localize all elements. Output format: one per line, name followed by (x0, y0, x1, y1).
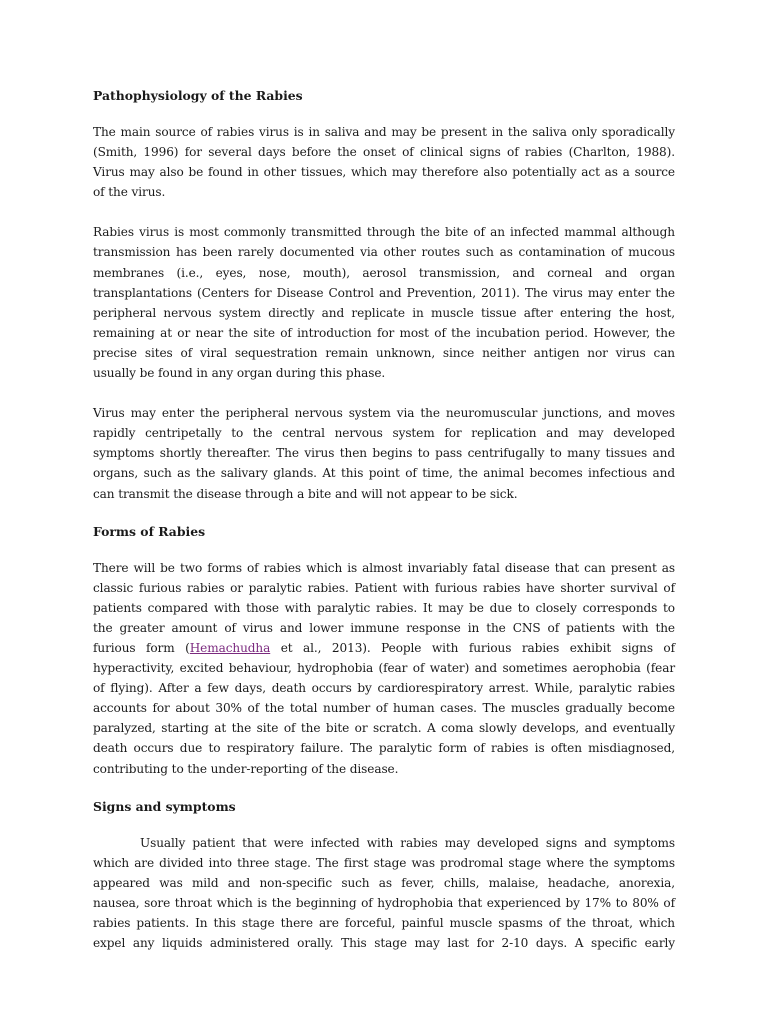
text-line: patients compared with those with paralytic rabies. It may be due to closely corresponds to (93, 600, 675, 615)
text-line: Rabies virus is most commonly transmitted through the bite of an infected mammal although (93, 225, 675, 240)
text-line: (Smith, 1996) for several days before the onset of clinical signs of rabies (Charlton, 1988). (93, 145, 675, 160)
text-line: the greater amount of virus and lower immune response in the CNS of patients with the (93, 620, 675, 635)
text-line: of flying). After a few days, death occurs by cardiorespiratory arrest. While, paralytic rabies (93, 681, 675, 696)
text-line: The main source of rabies virus is in saliva and may be present in the saliva only sporadically (93, 125, 675, 139)
text-line: membranes (i.e., eyes, nose, mouth), aerosol transmission, and corneal and organ (93, 265, 675, 280)
text-fragment: Usually patient that were infected with rabies may developed signs and symptoms (140, 835, 675, 850)
text-line: rapidly centripetally to the central nervous system for replication and may developed (93, 426, 675, 441)
paragraph-transmission (93, 222, 675, 383)
paragraph-saliva-source (93, 122, 675, 202)
text-line: remaining at or near the site of introduction for most of the incubation period. However, the (93, 325, 675, 340)
text-line: death occurs due to respiratory failure. The paralytic form of rabies is often misdiagnosed, (93, 741, 675, 756)
text-line: Virus may enter the peripheral nervous system via the neuromuscular junctions, and moves (93, 406, 675, 421)
text-line: can transmit the disease through a bite and will not appear to be sick. (93, 486, 518, 501)
text-line: usually be found in any organ during this phase. (93, 366, 386, 381)
text-line: contributing to the under-reporting of the disease. (93, 761, 399, 776)
text-line: symptoms shortly thereafter. The virus then begins to pass centrifugally to many tissues and (93, 446, 675, 461)
text-line: rabies patients. In this stage there are forceful, painful muscle spasms of the throat, which (93, 916, 675, 930)
text-line: of the virus. (93, 185, 166, 200)
paragraph-forms (93, 558, 675, 779)
text-line: There will be two forms of rabies which is almost invariably fatal disease that can present as (93, 560, 675, 575)
paragraph-peripheral-nervous-system (93, 403, 675, 503)
text-line: expel any liquids administered orally. This stage may last for 2-10 days. A specific early (93, 936, 675, 951)
text-line: which are divided into three stage. The first stage was prodromal stage where the symptoms (93, 855, 675, 870)
text-fragment: furious form ( (93, 640, 190, 655)
text-line (93, 833, 675, 853)
section-heading-signs-and-symptoms: Signs and symptoms (93, 798, 236, 814)
paragraph-signs-symptoms (93, 833, 675, 954)
document-page (93, 86, 675, 953)
text-line: transmission has been rarely documented via other routes such as contamination of mucous (93, 245, 675, 260)
text-line: transplantations (Centers for Disease Control and Prevention, 2011). The virus may enter the (93, 285, 675, 300)
text-line: peripheral nervous system directly and replicate in muscle tissue after entering the host, (93, 305, 675, 320)
text-line: classic furious rabies or paralytic rabies. Patient with furious rabies have shorter survival of (93, 580, 675, 595)
text-fragment: et al., 2013). People with furious rabies exhibit signs of (270, 640, 675, 655)
text-line: appeared was mild and non-specific such as fever, chills, malaise, headache, anorexia, (93, 875, 675, 890)
citation-link-hemachudha[interactable]: Hemachudha (189, 640, 271, 655)
text-line: organs, such as the salivary glands. At this point of time, the animal becomes infectious and (93, 466, 675, 481)
text-line: precise sites of viral sequestration remain unknown, since neither antigen nor virus can (93, 345, 675, 360)
section-heading-forms-of-rabies: Forms of Rabies (93, 523, 206, 539)
text-line: hyperactivity, excited behaviour, hydrophobia (fear of water) and sometimes aerophobia (fear (93, 661, 675, 676)
section-heading-pathophysiology: Pathophysiology of the Rabies (93, 88, 303, 103)
text-line: paralyzed, starting at the site of the bite or scratch. A coma slowly develops, and eventually (93, 721, 675, 736)
text-line: nausea, sore throat which is the beginning of hydrophobia that experienced by 17% to 80% of (93, 895, 675, 910)
text-line-with-citation (93, 638, 675, 658)
text-line: Virus may also be found in other tissues, which may therefore also potentially act as a source (93, 165, 675, 180)
text-line: accounts for about 30% of the total number of human cases. The muscles gradually become (93, 701, 675, 716)
